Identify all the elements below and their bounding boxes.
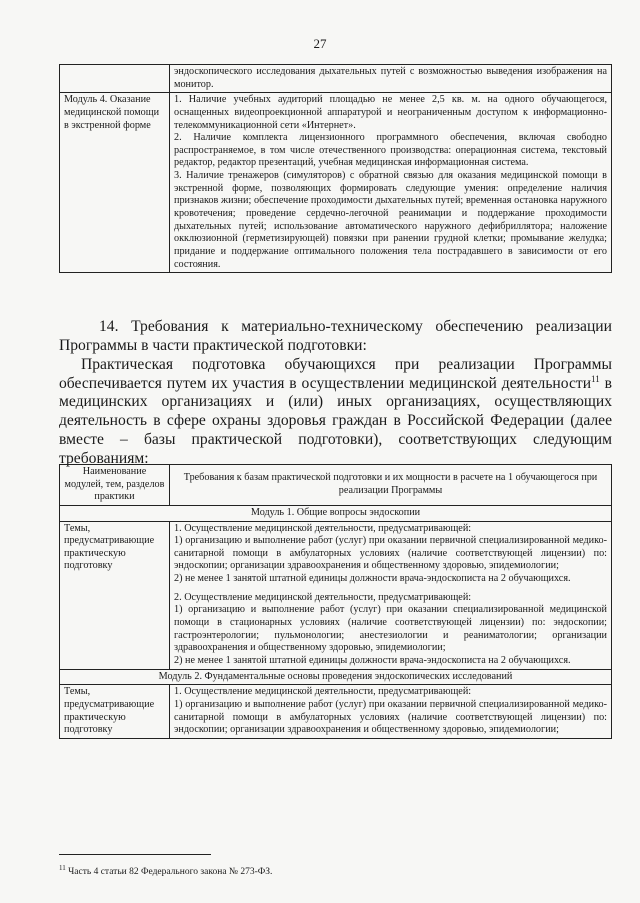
page-number: 27 [313,36,327,51]
module-4-name: Модуль 4. Оказание медицинской помощи в экстренной форме [60,93,170,273]
module-2-requirements [170,685,612,739]
practical-text: Практическая подготовка обучающихся при реализации Программы обеспечивается путем их участия в осуществлении медицинской деятельности [59,356,612,392]
section-14-heading: 14. Требования к материально-техническому обеспечению реализации Программы в части практической подготовки: [59,318,612,354]
module-2-title: Модуль 2. Фундаментальные основы проведения эндоскопических исследований [60,669,612,685]
table-cell: эндоскопического исследования дыхательных путей с возможностью выведения изображения на монитор. [170,65,612,93]
requirement-line: 1. Осуществление медицинской деятельности, предусматривающей: [174,522,472,534]
header-col1: Наименование модулей, тем, разделов практики [60,465,170,506]
footnote-ref: 11 [591,373,600,384]
table-header-row [60,465,612,506]
practice-bases-table [59,464,612,739]
topics-label: Темы, предусматривающие практическую подготовку [60,521,170,669]
table-cell [60,65,170,93]
requirement-line: 1) организацию и выполнение работ (услуг) при оказании первичной специализированной медико-санитарной помощи в амбулаторных условиях (наличие соответствующей лицензии) по: эндоскопии; организации здравоохранения и общественному здоровью, эпидемиологии; [174,535,607,572]
module-4-requirements [170,93,612,273]
module-row [60,669,612,685]
table-row [60,93,612,273]
table-row [60,521,612,669]
requirement-line: 1) организацию и выполнение работ (услуг) при оказании первичной специализированной медико-санитарной помощи в амбулаторных условиях (наличие соответствующей лицензии) по: эндоскопии; организации здравоохранения и общественному здоровью, эпидемиологии; [174,698,607,736]
requirement-line: 2) не менее 1 занятой штатной единицы должности врача-эндоскописта на 2 обучающихся. [174,654,571,666]
practical-training-paragraph [59,356,612,468]
topics-label: Темы, предусматривающие практическую подготовку [60,685,170,739]
footnote-text: Часть 4 статьи 82 Федерального закона № 273-ФЗ. [65,867,273,878]
module-1-title: Модуль 1. Общие вопросы эндоскопии [60,505,612,521]
practical-text-cont: в медицинских организациях и (или) иных организациях, осуществляющих деятельность в сфере охраны здоровья граждан в Российской Федерации (далее вместе – базы практической подготовки), соответствующих следующим требованиям: [59,374,612,467]
requirement-item: 1. Наличие учебных аудиторий площадью не менее 2,5 кв. м. на одного обучающегося, оснащенных видеопроекционной аппаратурой и неограниченным доступом к информационно-телекоммуникационной сети «Интернет». [174,94,607,131]
requirement-item: 3. Наличие тренажеров (симуляторов) с обратной связью для оказания медицинской помощи в экстренной форме, позволяющих формировать следующие умения: определение наличия признаков жизни; обеспечение проходимости дыхательных путей; временная остановка наружного кровотечения; проведение сердечно-легочной реанимации и поддержание проходимости дыхательных путей; использование автоматического наружного дефибриллятора; наложение окклюзионной (герметизирующей) повязки при ранении грудной клетки; промывание желудка; придание и поддержание оптимального положения тела пострадавшего в зависимости от его состояния. [174,170,607,270]
requirement-line: 2) не менее 1 занятой штатной единицы должности врача-эндоскописта на 2 обучающихся. [174,573,571,585]
requirement-line: 1) организацию и выполнение работ (услуг) при оказании специализированной медицинской помощи в стационарных условиях (наличие соответствующей лицензии) по: эндоскопии; гастроэнтерологии; пульмонологии; анестезиологии и реаниматологии; организации здравоохранения и общественному здоровью, эпидемиологии; [174,604,607,654]
table-row [60,685,612,739]
requirement-item: 2. Наличие комплекта лицензионного программного обеспечения, включая свободно распространяемое, в том числе отечественного производства: операционная система, текстовый редактор, редактор презентаций, учебная медицинская информационная система. [174,132,607,169]
module-1-requirements [170,521,612,669]
requirement-line: 2. Осуществление медицинской деятельности, предусматривающей: [174,591,472,603]
footnote-divider [59,854,211,855]
equipment-table [59,64,612,273]
requirement-line: 1. Осуществление медицинской деятельности, предусматривающей: [174,686,472,698]
footnote-mark: 11 [59,864,66,872]
module-row [60,505,612,521]
table-row [60,65,612,93]
footnote [59,864,612,877]
header-col2: Требования к базам практической подготовки и их мощности в расчете на 1 обучающегося при реализации Программы [170,465,612,506]
